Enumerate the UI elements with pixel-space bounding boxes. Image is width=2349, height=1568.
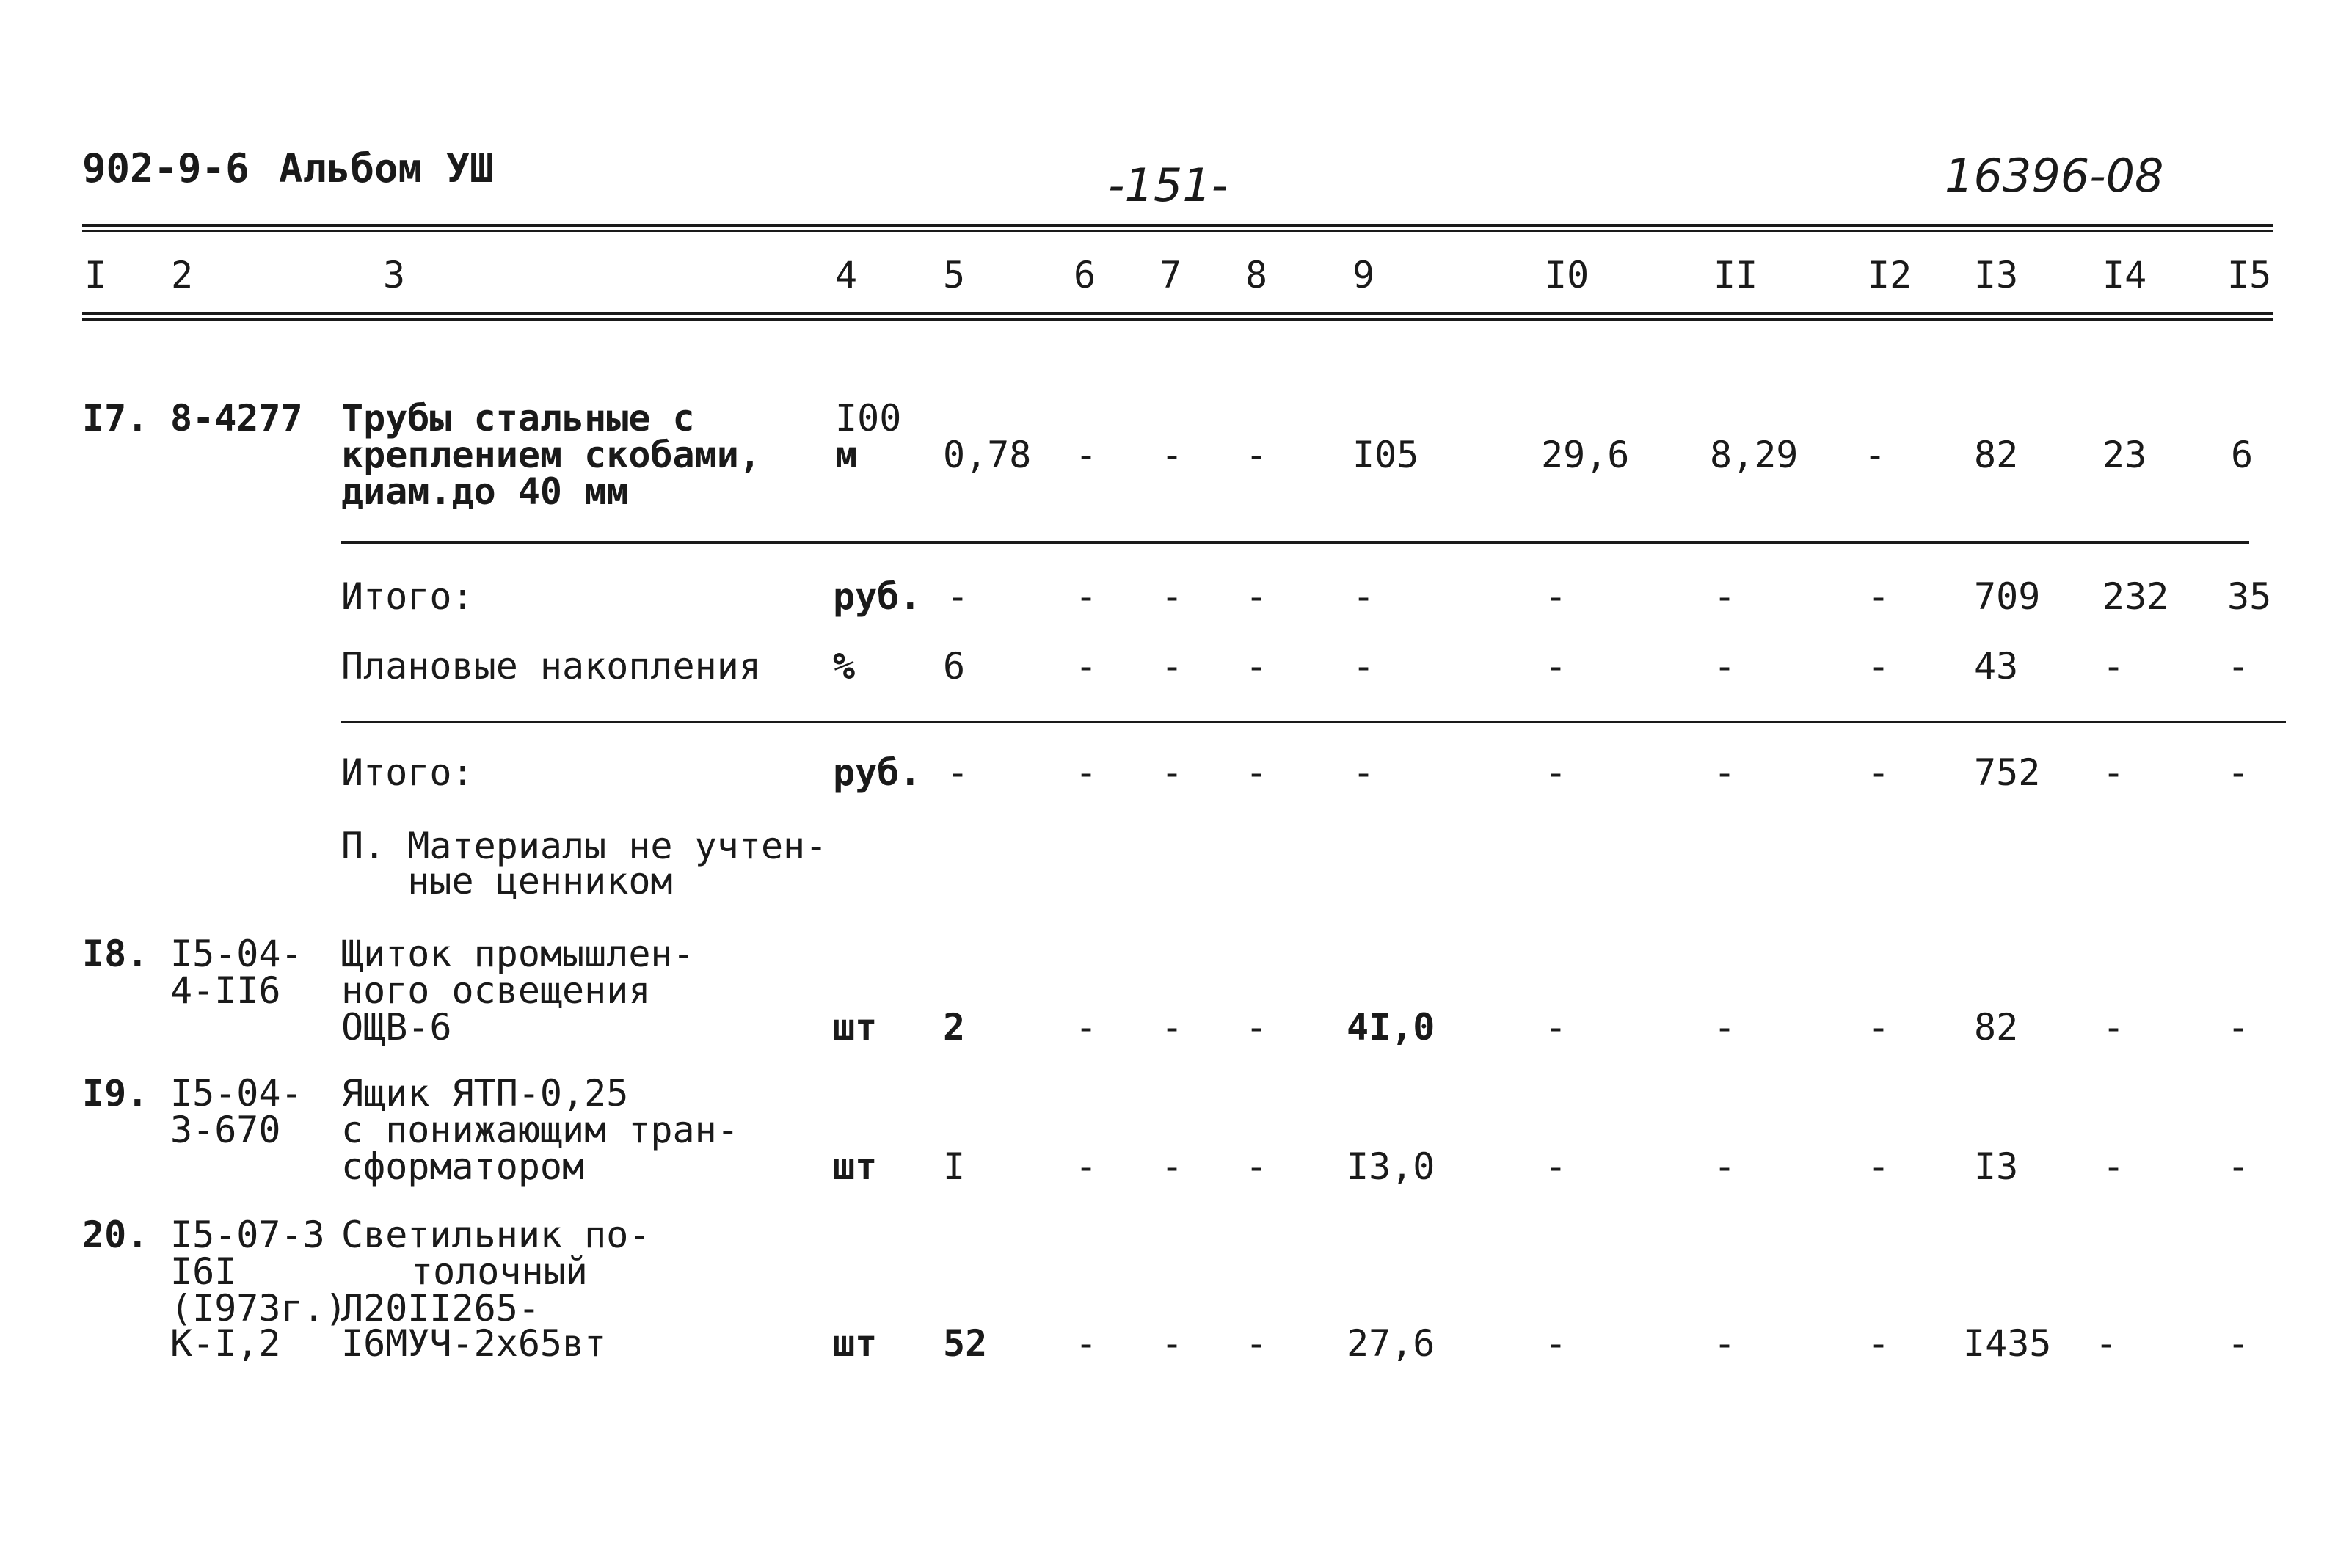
album-label: Альбом УШ (279, 145, 494, 192)
row-cell: - (1714, 751, 1736, 794)
row-cell: - (2095, 1322, 2118, 1365)
row-name-line: креплением скобами, (341, 434, 761, 476)
row-cell: - (947, 751, 969, 794)
row-cell: - (1161, 575, 1184, 618)
row-cell: - (1075, 1006, 1098, 1049)
row-cell: - (1714, 1322, 1736, 1365)
row-cell: - (1714, 645, 1736, 688)
row-name-line: Щиток промышлен- (341, 933, 695, 975)
total-separator-rule (341, 721, 2286, 723)
row-cell: - (947, 575, 969, 618)
row-cell: 6 (943, 645, 966, 688)
row-cell: - (1161, 434, 1184, 476)
row-cell: 43 (1974, 645, 2019, 688)
row-cell: 709 (1974, 575, 2041, 618)
row-cell: - (1545, 1145, 1567, 1188)
row-cell: - (1075, 1322, 1098, 1365)
row-name-line: I6МУЧ-2х65вт (341, 1322, 607, 1365)
row-cell: I (943, 1145, 966, 1188)
row-cell: - (1352, 645, 1375, 688)
row-cell: - (1868, 1322, 1890, 1365)
col-num: I2 (1868, 254, 1912, 296)
section-heading-line: ные ценником (341, 860, 673, 902)
row-cell: 82 (1974, 1006, 2019, 1049)
row-cell: - (1714, 1006, 1736, 1049)
row-cell: - (1075, 645, 1098, 688)
top-double-rule-2 (82, 230, 2273, 232)
row-code-line: 3-670 (170, 1109, 281, 1151)
row-name-line: Л20II265- (341, 1287, 540, 1330)
row-code-line: 8-4277 (170, 397, 303, 440)
row-cell: - (1245, 1145, 1268, 1188)
row-cell: - (1352, 751, 1375, 794)
row-cell: - (1161, 751, 1184, 794)
row-cell: - (1161, 645, 1184, 688)
row-cell: - (1545, 1006, 1567, 1049)
row-name-line: диам.до 40 мм (341, 470, 629, 513)
row-cell: - (1245, 645, 1268, 688)
row-cell: 8,29 (1710, 434, 1799, 476)
row-cell: - (2227, 751, 2250, 794)
row-cell: - (1352, 575, 1375, 618)
col-num: I0 (1545, 254, 1589, 296)
row-name-line: Ящик ЯТП-0,25 (341, 1072, 629, 1115)
row-cell: - (1245, 1006, 1268, 1049)
row-cell: - (2227, 1322, 2250, 1365)
row-cell: - (1545, 645, 1567, 688)
row-cell: 82 (1974, 434, 2019, 476)
row-code-line: К-I,2 (170, 1322, 281, 1365)
col-num: I3 (1974, 254, 2019, 296)
row-cell: - (2227, 1006, 2250, 1049)
row-name-line: Итого: (341, 575, 474, 618)
row-cell: - (1868, 1145, 1890, 1188)
col-num: 8 (1245, 254, 1268, 296)
col-num: 4 (835, 254, 858, 296)
row-cell: 23 (2102, 434, 2147, 476)
row-cell: - (1245, 1322, 1268, 1365)
row-cell: - (1714, 575, 1736, 618)
row-name-line: с понижающим тран- (341, 1109, 739, 1151)
row-number: I9. (82, 1072, 149, 1115)
section-heading-line: П. Материалы не учтен- (341, 825, 828, 867)
row-cell: I05 (1352, 434, 1419, 476)
row-code-line: I6I (170, 1250, 237, 1293)
row-cell: - (1075, 575, 1098, 618)
row-code-line: (I973г.) (170, 1287, 347, 1330)
row-unit-line: шт (833, 1322, 878, 1365)
page-number: -151- (1108, 158, 1228, 212)
row-name-line: толочный (411, 1250, 588, 1293)
row-cell: I3,0 (1347, 1145, 1435, 1188)
row-unit-line: руб. (833, 575, 922, 618)
row-unit-line: шт (833, 1145, 878, 1188)
document-code: 902-9-6 (82, 145, 250, 192)
document-stamp-number: 16396-08 (1945, 149, 2164, 203)
row-code-line: I5-04- (170, 933, 303, 975)
row-unit-line: I00 (835, 397, 902, 440)
row-number: 20. (82, 1214, 149, 1256)
row-cell: - (2102, 751, 2125, 794)
row-cell: 35 (2227, 575, 2272, 618)
row-unit-line: шт (833, 1006, 878, 1049)
row-cell: - (1161, 1145, 1184, 1188)
header-bottom-rule-1 (82, 312, 2273, 315)
col-num: I4 (2102, 254, 2147, 296)
row-cell: - (1868, 645, 1890, 688)
row-cell: - (2102, 1145, 2125, 1188)
row-cell: - (1545, 751, 1567, 794)
row-cell: - (1161, 1322, 1184, 1365)
row-cell: - (1075, 434, 1098, 476)
row-cell: - (1245, 434, 1268, 476)
row-name-line: Трубы стальные с (341, 397, 695, 440)
col-num: 9 (1352, 254, 1375, 296)
row-code-line: 4-II6 (170, 969, 281, 1012)
row-cell: - (1868, 575, 1890, 618)
row-name-line: Плановые накопления (341, 645, 761, 688)
row-number: I7. (82, 397, 149, 440)
row-cell: - (1075, 751, 1098, 794)
row-number: I8. (82, 933, 149, 975)
row-cell: - (1075, 1145, 1098, 1188)
row-name-line: Светильник по- (341, 1214, 651, 1256)
row-name-line: сформатором (341, 1145, 585, 1188)
row-cell: I435 (1963, 1322, 2052, 1365)
col-num: 6 (1074, 254, 1096, 296)
row-unit-line: м (835, 434, 858, 476)
row-cell: 232 (2102, 575, 2169, 618)
row-cell: - (1868, 1006, 1890, 1049)
row-cell: 52 (943, 1322, 988, 1365)
row-cell: - (1545, 1322, 1567, 1365)
row-cell: - (1245, 751, 1268, 794)
row-cell: - (1868, 751, 1890, 794)
row-cell: - (1864, 434, 1887, 476)
col-num: 5 (943, 254, 966, 296)
row-cell: - (2227, 645, 2250, 688)
row-code-line: I5-04- (170, 1072, 303, 1115)
row-cell: - (1161, 1006, 1184, 1049)
row-unit-line: руб. (833, 751, 922, 794)
col-num: I (84, 254, 107, 296)
col-num: 7 (1159, 254, 1182, 296)
row-cell: - (2102, 1006, 2125, 1049)
row-name-line: ОЩВ-6 (341, 1006, 452, 1049)
row-code-line: I5-07-3 (170, 1214, 325, 1256)
row-cell: - (1714, 1145, 1736, 1188)
col-num: I5 (2227, 254, 2272, 296)
subtotal-separator-rule (341, 541, 2249, 544)
row-cell: - (2102, 645, 2125, 688)
col-num: 3 (383, 254, 406, 296)
row-cell: - (1245, 575, 1268, 618)
row-cell: 752 (1974, 751, 2041, 794)
row-cell: I3 (1974, 1145, 2019, 1188)
row-cell: 29,6 (1541, 434, 1630, 476)
row-cell: 6 (2231, 434, 2254, 476)
row-name-line: Итого: (341, 751, 474, 794)
row-cell: 27,6 (1347, 1322, 1435, 1365)
header-bottom-rule-2 (82, 318, 2273, 321)
row-cell: 2 (943, 1006, 966, 1049)
row-cell: - (2227, 1145, 2250, 1188)
top-double-rule-1 (82, 224, 2273, 227)
col-num: 2 (171, 254, 194, 296)
row-cell: - (1545, 575, 1567, 618)
row-cell: 4I,0 (1347, 1006, 1435, 1049)
col-num: II (1714, 254, 1758, 296)
row-unit-line: % (833, 645, 856, 688)
row-cell: 0,78 (943, 434, 1032, 476)
row-name-line: ного освещения (341, 969, 651, 1012)
